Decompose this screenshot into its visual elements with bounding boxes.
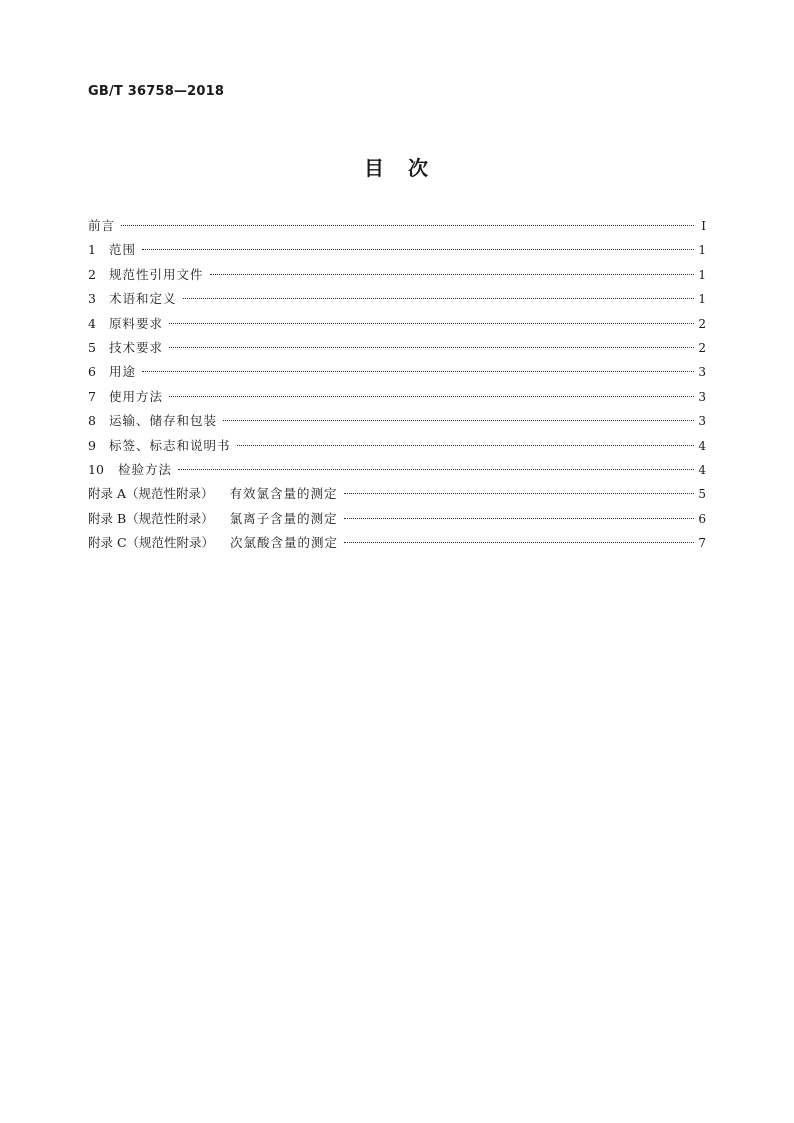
toc-title: 目 次 — [364, 156, 430, 180]
toc-entry-9[interactable] — [88, 436, 706, 460]
toc-entry-label: 有效氯含量的测定 — [229, 486, 338, 502]
toc-entry-number: 5 — [88, 339, 96, 355]
toc-entry-4[interactable] — [88, 314, 706, 338]
toc-leader-dots — [237, 445, 694, 446]
toc-page-number: 1 — [698, 267, 706, 282]
standard-code: GB/T 36758—2018 — [88, 84, 225, 99]
toc-leader-dots — [169, 347, 694, 348]
toc-entry-number: 2 — [88, 266, 96, 282]
toc-entry-annex-a[interactable] — [88, 484, 706, 508]
toc-page-number: 2 — [698, 340, 706, 355]
toc-leader-dots — [344, 542, 694, 543]
toc-leader-dots — [169, 396, 694, 397]
toc-leader-dots — [178, 469, 694, 470]
toc-entry-annex-prefix: 附录 A（规范性附录） — [88, 486, 214, 502]
toc-entry-number: 1 — [88, 242, 96, 258]
toc-page-number: 1 — [698, 243, 706, 258]
toc-entry-number: 7 — [88, 388, 96, 404]
toc-entry-5[interactable] — [88, 338, 706, 362]
toc-leader-dots — [169, 323, 694, 324]
toc-entry-1[interactable] — [88, 240, 706, 264]
toc-entry-foreword[interactable] — [88, 216, 706, 240]
toc-entry-number: 3 — [88, 291, 96, 307]
toc-entry-label: 运输、储存和包装 — [109, 413, 218, 429]
toc-page-number: 7 — [698, 536, 706, 551]
toc-entry-number: 6 — [88, 364, 96, 380]
toc-page-number: 2 — [698, 316, 706, 331]
toc-leader-dots — [121, 225, 694, 226]
toc-leader-dots — [210, 274, 694, 275]
toc-entry-number: 9 — [88, 437, 96, 453]
toc-leader-dots — [223, 420, 694, 421]
toc-entry-label: 术语和定义 — [109, 291, 177, 307]
toc-entry-label: 次氯酸含量的测定 — [230, 535, 339, 551]
toc-entry-annex-c[interactable] — [88, 533, 706, 557]
toc-leader-dots — [183, 298, 694, 299]
toc-entry-label: 规范性引用文件 — [109, 266, 204, 282]
toc-entry-6[interactable] — [88, 362, 706, 386]
toc-page-number: 1 — [698, 292, 706, 307]
toc-page-number: 3 — [698, 414, 706, 429]
toc-leader-dots — [142, 371, 694, 372]
toc-entry-number: 4 — [88, 315, 96, 331]
toc-entry-annex-prefix: 附录 C（规范性附录） — [88, 535, 215, 551]
toc-entry-8[interactable] — [88, 411, 706, 435]
toc-leader-dots — [344, 518, 694, 519]
toc-entry-annex-b[interactable] — [88, 509, 706, 533]
toc-page-number: 4 — [698, 462, 706, 477]
table-of-contents — [88, 216, 706, 557]
toc-entry-label: 用途 — [109, 364, 137, 380]
toc-entry-label: 技术要求 — [109, 339, 164, 355]
toc-entry-annex-prefix: 附录 B（规范性附录） — [88, 510, 214, 526]
toc-entry-3[interactable] — [88, 289, 706, 313]
toc-entry-label: 原料要求 — [109, 315, 164, 331]
toc-entry-7[interactable] — [88, 387, 706, 411]
toc-page-number: 5 — [698, 487, 706, 502]
toc-page-number: Ⅰ — [701, 219, 706, 233]
toc-leader-dots — [142, 249, 694, 250]
toc-entry-label: 标签、标志和说明书 — [109, 437, 231, 453]
toc-page-number: 4 — [698, 438, 706, 453]
toc-entry-10[interactable] — [88, 460, 706, 484]
toc-entry-label: 氯离子含量的测定 — [229, 510, 338, 526]
toc-leader-dots — [344, 493, 694, 494]
toc-entry-label: 范围 — [109, 242, 137, 258]
toc-entry-number: 10 — [88, 461, 104, 477]
toc-entry-label: 前言 — [88, 218, 116, 233]
toc-page-number: 3 — [698, 365, 706, 380]
toc-entry-label: 检验方法 — [118, 461, 173, 477]
toc-entry-2[interactable] — [88, 265, 706, 289]
toc-page-number: 3 — [698, 389, 706, 404]
toc-page-number: 6 — [698, 511, 706, 526]
toc-entry-label: 使用方法 — [109, 388, 164, 404]
toc-entry-number: 8 — [88, 413, 96, 429]
